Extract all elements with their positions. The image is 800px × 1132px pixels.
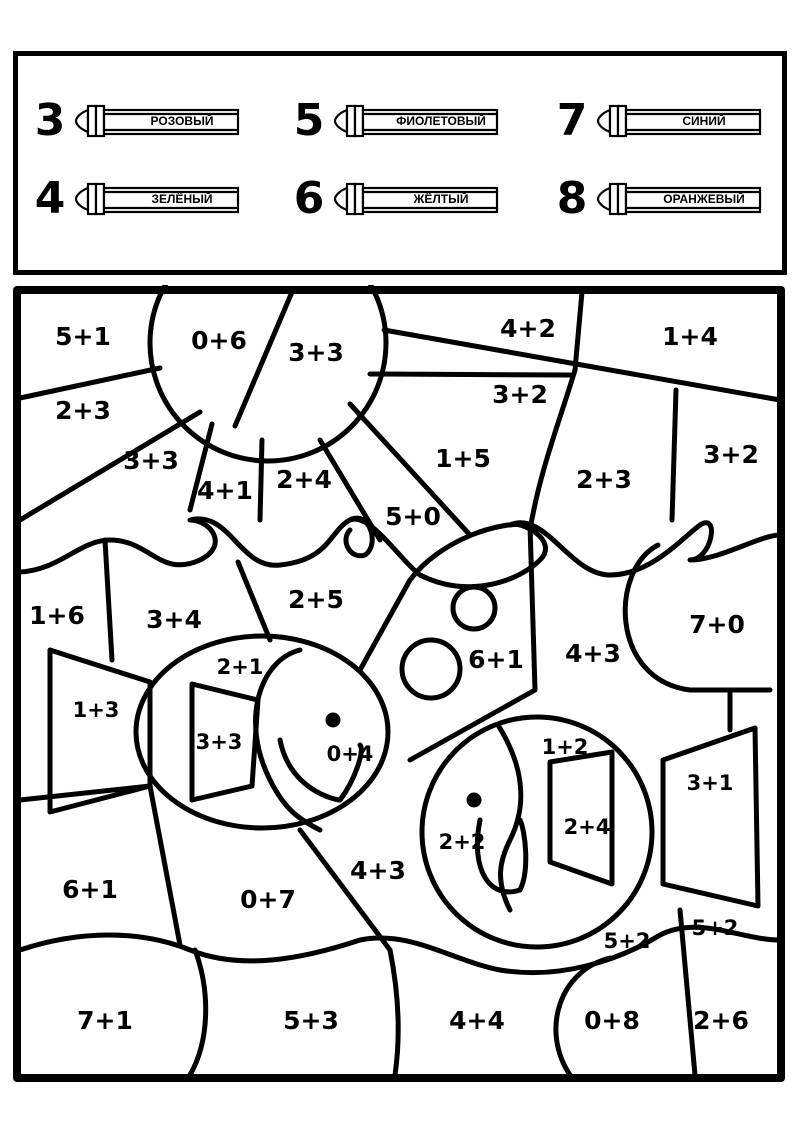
region-label: 0+4 [326,742,374,766]
region-label: 0+8 [584,1006,640,1035]
crayon-icon [74,98,244,144]
crayon-color-label: РОЗОВЫЙ [150,114,214,128]
crayon-icon [333,98,503,144]
legend-number: 8 [556,173,588,224]
region-label: 3+3 [123,446,179,475]
region-label: 2+3 [576,465,632,494]
crayon-color-label: СИНИЙ [682,114,726,128]
region-label: 1+4 [662,322,718,351]
region-label: 3+3 [288,338,344,367]
crayon-color-label: ОРАНЖЕВЫЙ [663,192,745,206]
region-label: 3+1 [686,771,734,795]
region-label: 5+3 [283,1006,339,1035]
region-label: 4+3 [565,639,621,668]
region-label: 6+1 [468,645,524,674]
region-label: 3+2 [492,380,548,409]
coloring-picture [13,285,787,1085]
crayon-icon [74,176,244,222]
region-label: 1+6 [29,601,85,630]
color-legend [13,51,787,275]
region-label: 2+4 [276,465,332,494]
region-label: 5+0 [385,502,441,531]
crayon-color-label: ЖЁЛТЫЙ [413,192,469,206]
region-label: 4+4 [449,1006,505,1035]
region-label: 2+5 [288,585,344,614]
legend-number: 3 [34,95,66,146]
legend-number: 6 [293,173,325,224]
region-label: 3+4 [146,605,202,634]
region-label: 0+7 [240,885,296,914]
region-label: 3+3 [195,730,243,754]
outline-drawing [17,285,781,1078]
crayon-icon [596,98,766,144]
legend-number: 4 [34,173,66,224]
region-label: 0+6 [191,326,247,355]
crayon-color-label: ЗЕЛЁНЫЙ [151,192,213,206]
region-label: 4+1 [197,476,253,505]
region-label: 5+2 [603,929,651,953]
region-label: 2+1 [216,655,264,679]
crayon-color-label: ФИОЛЕТОВЫЙ [396,114,486,128]
region-label: 7+1 [77,1006,133,1035]
region-label: 2+2 [438,830,486,854]
region-label: 2+6 [693,1006,749,1035]
region-label: 1+3 [72,698,120,722]
region-label: 3+2 [703,440,759,469]
crayon-icon [596,176,766,222]
region-label: 4+2 [500,314,556,343]
region-label: 4+3 [350,856,406,885]
region-label: 6+1 [62,875,118,904]
region-label: 2+4 [563,815,611,839]
crayon-icon [333,176,503,222]
region-label: 2+3 [55,396,111,425]
legend-number: 7 [556,95,588,146]
legend-number: 5 [293,95,325,146]
region-label: 1+5 [435,444,491,473]
region-label: 5+2 [691,916,739,940]
region-label: 1+2 [541,735,589,759]
region-label: 7+0 [689,610,745,639]
region-label: 5+1 [55,322,111,351]
